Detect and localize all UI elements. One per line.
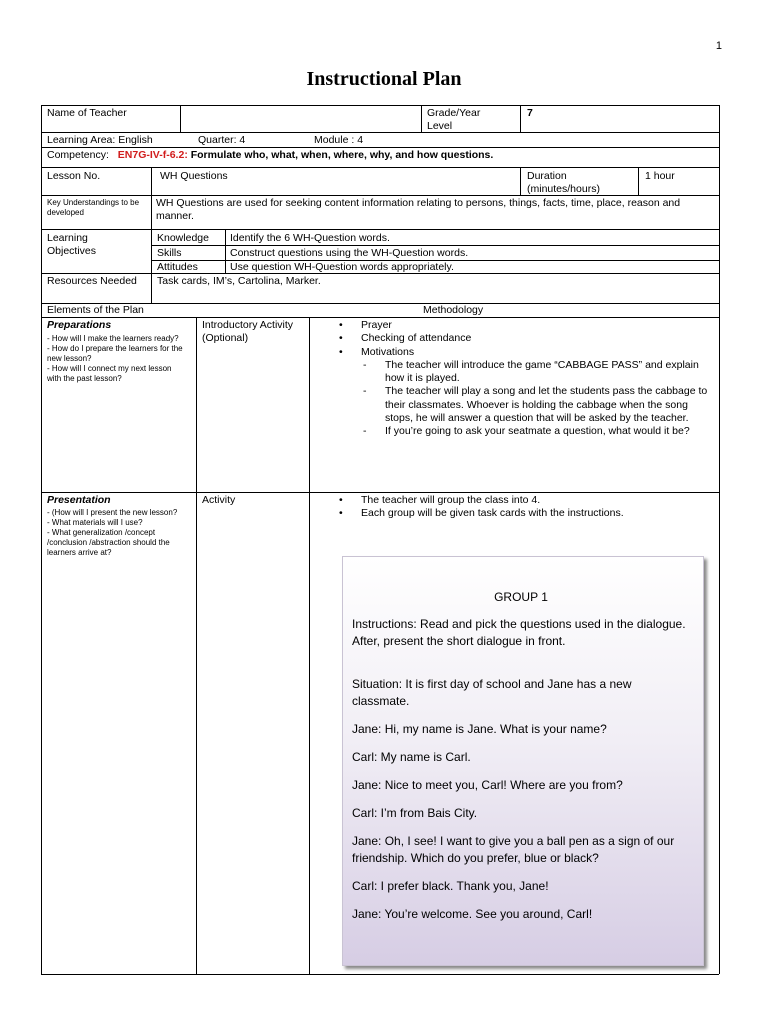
list-item: • Checking of attendance (309, 332, 709, 345)
list-item: - If you’re going to ask your seatmate a question, what would it be? (309, 425, 709, 438)
dialogue-line: Jane: Nice to meet you, Carl! Where are you from? (352, 778, 623, 792)
presentation-question: - What generalization /concept /conclusion /abstraction should the learners arrive at? (47, 528, 170, 557)
dialogue-line: Jane: Hi, my name is Jane. What is your name? (352, 722, 607, 736)
competency-row (47, 149, 493, 162)
dialogue-line: Carl: I prefer black. Thank you, Jane! (352, 879, 549, 893)
dialogue-line: Carl: My name is Carl. (352, 750, 471, 764)
presentation-methodology-list (309, 494, 709, 521)
objective-skills-label: Skills (157, 247, 182, 259)
lesson-value: WH Questions (160, 170, 228, 182)
objectives-label: Learning Objectives (47, 232, 97, 257)
quarter: Quarter: 4 (198, 134, 246, 146)
presentation-question: - What materials will I use? (47, 518, 143, 527)
task-card-situation: Situation: It is first day of school and Jane has a new classmate. (352, 677, 632, 708)
module: Module : 4 (314, 134, 364, 146)
grade-label: Grade/Year Level (427, 107, 481, 132)
dialogue-line: Carl: I’m from Bais City. (352, 806, 478, 820)
key-understandings-label: Key Understandings to be developed (47, 198, 140, 217)
list-item: • Each group will be given task cards with the instructions. (309, 507, 709, 520)
task-card-instructions: Instructions: Read and pick the questions used in the dialogue. After, present the short dialogue in front. (352, 617, 686, 648)
competency-code: EN7G-IV-f-6.2: (117, 149, 188, 161)
duration-value: 1 hour (645, 170, 675, 182)
learning-area: Learning Area: English (47, 134, 153, 146)
teacher-label: Name of Teacher (47, 107, 127, 119)
resources-label: Resources Needed (47, 275, 137, 287)
page-number: 1 (715, 40, 722, 52)
preparations-question: - How do I prepare the learners for the new lesson? (47, 344, 183, 363)
key-understandings-value: WH Questions are used for seeking content information relating to persons, things, facts, time, place, reason and manner. (156, 197, 681, 222)
dialogue-line: Jane: You’re welcome. See you around, Carl! (352, 907, 593, 921)
list-item: • Motivations (309, 346, 709, 359)
methodology-label: Methodology (423, 304, 484, 316)
task-card-group: GROUP 1 (494, 590, 548, 604)
dialogue-line: Jane: Oh, I see! I want to give you a ball pen as a sign of our friendship. Which do you prefer, blue or black? (352, 834, 675, 865)
presentation-questions (47, 508, 187, 558)
grade-value: 7 (527, 107, 533, 119)
introductory-activity-label: Introductory Activity (Optional) (202, 319, 294, 344)
preparations-methodology-list (309, 319, 709, 439)
preparations-title: Preparations (47, 319, 112, 331)
activity-label: Activity (202, 494, 236, 506)
lesson-label: Lesson No. (47, 170, 101, 182)
presentation-question: - (How will I present the new lesson? (47, 508, 178, 517)
competency-label: Competency: (47, 149, 109, 161)
list-item: - The teacher will introduce the game “CABBAGE PASS” and explain how it is played. (309, 359, 709, 386)
competency-text: Formulate who, what, when, where, why, and how questions. (190, 149, 494, 161)
list-item: - The teacher will play a song and let the students pass the cabbage to their classmates. Whoever is holding the cabbage when the song stops, he will answer a question that will be asked by the teacher. (309, 385, 709, 425)
elements-label: Elements of the Plan (47, 304, 144, 316)
preparations-question: - How will I connect my next lesson with the past lesson? (47, 364, 172, 383)
page-title: Instructional Plan (306, 68, 462, 90)
preparations-questions (47, 334, 187, 384)
list-item: • Prayer (309, 319, 709, 332)
preparations-question: - How will I make the learners ready? (47, 334, 179, 343)
objective-attitudes-value: Use question WH-Question words appropriately. (230, 261, 454, 273)
resources-value: Task cards, IM’s, Cartolina, Marker. (157, 275, 321, 287)
task-card (342, 556, 704, 966)
objective-knowledge-value: Identify the 6 WH-Question words. (230, 232, 390, 244)
presentation-title: Presentation (47, 494, 111, 506)
objective-knowledge-label: Knowledge (157, 232, 209, 244)
objective-skills-value: Construct questions using the WH-Question words. (230, 247, 469, 259)
list-item: • The teacher will group the class into 4. (309, 494, 709, 507)
objective-attitudes-label: Attitudes (157, 261, 198, 273)
duration-label: Duration (minutes/hours) (527, 170, 600, 195)
